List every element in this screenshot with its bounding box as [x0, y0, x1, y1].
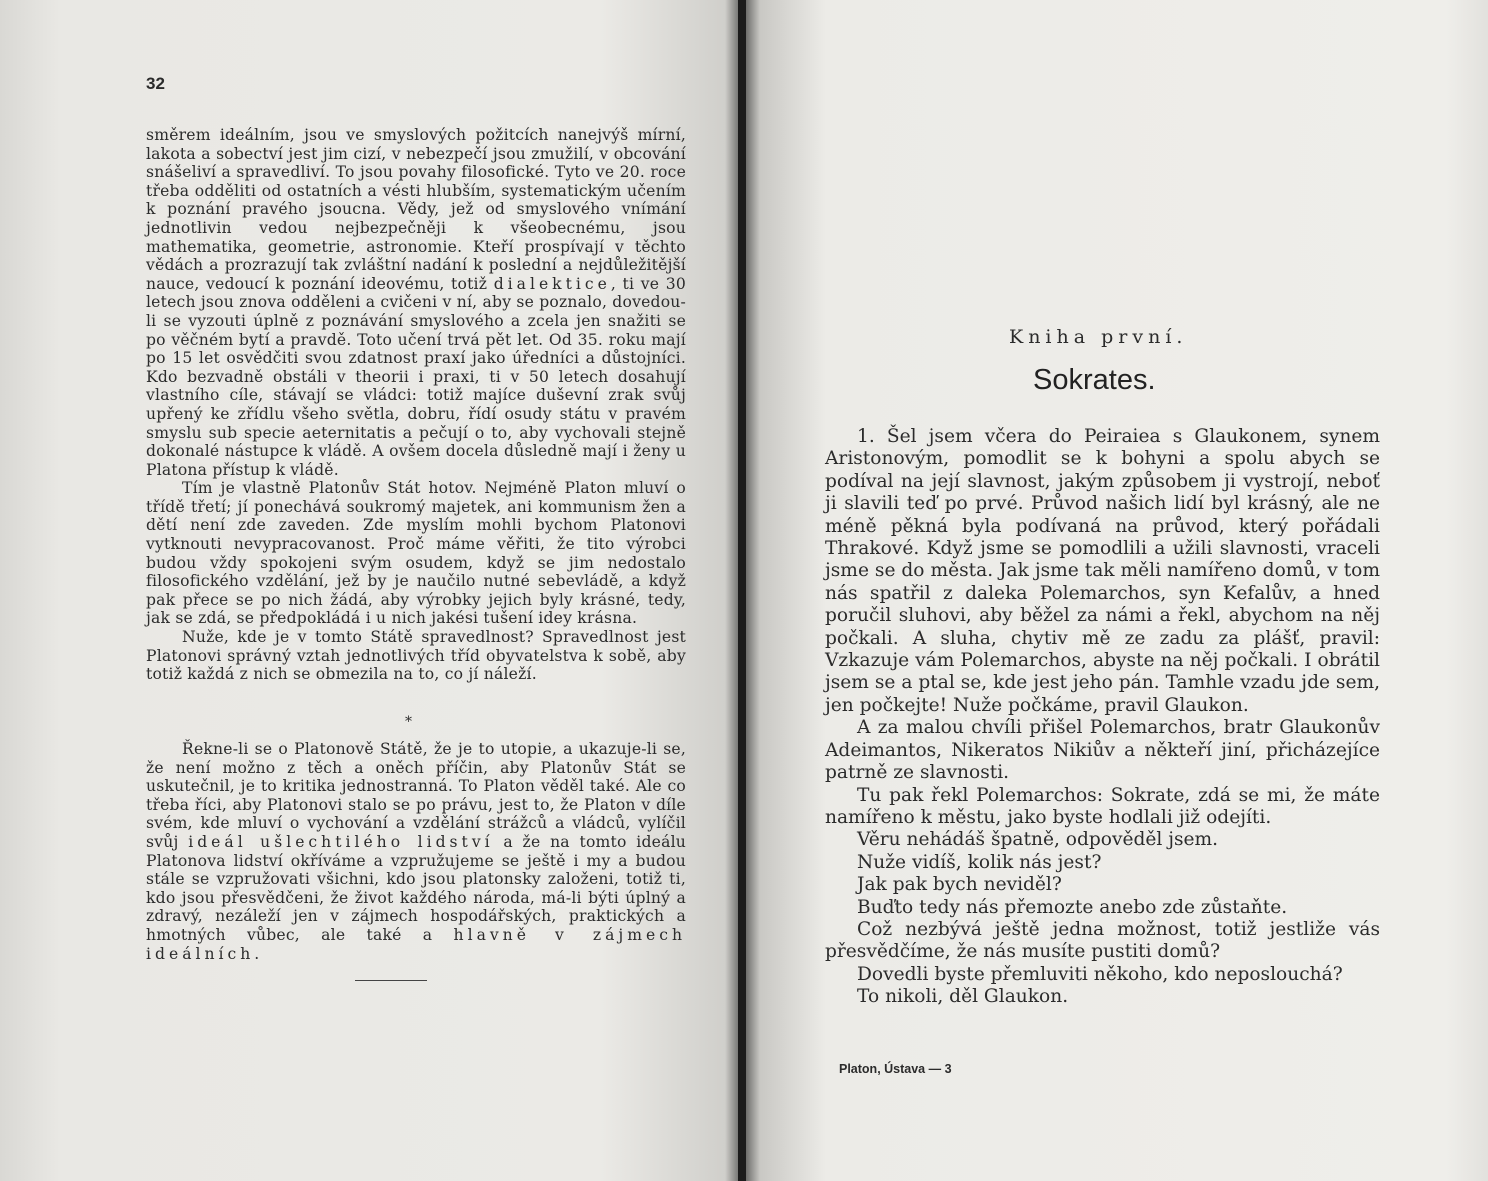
paragraph: Řekne-li se o Platonově Státě, že je to utopie, a ukazuje-li se, že není možno z těch a oněch příčin, aby Platonův Stát se uskutečnil, je to kritika jednostranná. To Platon věděl také. Ale co třeba říci, aby Platonovi stalo se po právu, jest to, že Platon v díle svém, kde mluví o vychování a vzdělání strážců a vládců, vylíčil svůj ideál ušlechtilého lidství a že na tomto ideálu Platonova lidství okříváme a vzpružujeme se ještě i my a budou stále se vzpružovati všichni, kdo jsou platonsky založeni, totiž ti, kdo jsou přesvědčeni, že život každého národa, má-li býti úplný a zdravý, nezáleží jen v zájmech hospodářských, praktických a hmotných vůbec, ale také a hlavně v zájmech ideálních.: [146, 740, 687, 963]
paragraph: směrem ideálním, jsou ve smyslových požitcích nanejvýš mírní, lakota a sobectví jest jim cizí, v nebezpečí jsou zmužilí, v obcování snášeliví a spravedliví. To jsou povahy filosofické. Tyto ve 20. roce třeba odděliti od ostatních a vésti hlubším, systematickým učením k poznání pravého jsoucna. Vědy, jež od smyslového vnímání jednotlivin vedou nejbezpečněji k všeobecnému, jsou mathematika, geometrie, astronomie. Kteří prospívají v těchto vědách a prozrazují tak zvláštní nadání k poslední a nejdůležitější nauce, vedoucí k poznání ideovému, totiž dialektice, ti ve 30 letech jsou znova odděleni a cvičeni v ní, aby se poznalo, dovedou-li se vyzouti úplně z poznávání smyslového a zcela jen snažiti se po věčném bytí a pravdě. Toto učení trvá pět let. Od 35. roku mají po 15 let osvědčiti svou zdatnost praxí jako úředníci a důstojníci. Kdo bezvadně obstáli v theorii i praxi, ti v 50 letech dosahují vlastního cíle, stávají se vládci: totiž majíce duševní zrak svůj upřený ke zřídlu všeho světla, dobru, řídí osudy státu v pravém smyslu sub specie aeternitatis a pečují o to, aby vychovali stejně dokonalé nástupce k vládě. A ovšem docela důsledně mají i ženy u Platona přístup k vládě.: [146, 126, 686, 479]
paragraph: Tu pak řekl Polemarchos: Sokrate, zdá se mi, že máte namířeno k městu, jako byste hodlali již odejíti.: [825, 784, 1380, 828]
book-label: Kniha první.: [1009, 326, 1188, 348]
paragraph: Tím je vlastně Platonův Stát hotov. Nejméně Platon mluví o třídě třetí; jí ponechává soukromý majetek, ani kommunism žen a dětí není zde zaveden. Zde myslím mohli bychom Platonovi vytknouti nevypracovanost. Proč máme věřiti, že tito výrobci budou vždy spokojeni svým osudem, když se jim nedostalo filosofického vzdělání, jež by je naučilo nutné sebevládě, a když pak přece se po nich žádá, aby výrobky jejich byly krásné, tedy, jak se zdá, se předpokládá i u nich jakési tušení idey krásna.: [146, 479, 686, 628]
paragraph: Nuže, kde je v tomto Státě spravedlnost? Spravedlnost jest Platonovi správný vztah jednotlivých tříd obyvatelstva k sobě, aby totiž každá z nich se obmezila na to, co jí náleží.: [146, 628, 686, 684]
left-text-block-2: [146, 740, 686, 963]
paragraph: To nikoli, děl Glaukon.: [857, 986, 1069, 1008]
paragraph: Dovedli byste přemluviti někoho, kdo neposlouchá?: [857, 963, 1343, 985]
left-page: [0, 0, 738, 1181]
spaced-term: hlavně v zájmech ideálních: [146, 925, 686, 963]
paragraph: 1. Šel jsem včera do Peiraiea s Glaukonem, synem Aristonovým, pomodlit se k bohyni a spolu abych se podíval na její slavnost, jakým způsobem ji vystrojí, neboť ji slavili teď po prvé. Průvod našich lidí byl krásný, ale ne méně pěkná byla podívaná na průvod, který pořádali Thrakové. Když jsme se pomodlili a užili slavnosti, vraceli jsme se do města. Jak jsme tak měli namířeno domů, v tom nás spatřil z daleka Polemarchos, syn Kefalův, a hned poručil sluhovi, aby běžel za námi a řekl, abychom na něj počkali. A sluha, chytiv mě ze zadu za plášť, pravil: Vzkazuje vám Polemarchos, abyste na něj počkali. I obrátil jsem se a ptal se, kde jest jeho pán. Tamhle vzadu jde sem, jen počkejte! Nuže počkáme, pravil Glaukon.: [825, 426, 1380, 716]
chapter-title: Sokrates.: [1033, 364, 1156, 396]
paragraph: Věru nehádáš špatně, odpověděl jsem.: [857, 829, 1219, 851]
end-rule: [355, 980, 427, 981]
page-number: 32: [146, 74, 165, 93]
paragraph: Buďto tedy nás přemozte anebo zde zůstaňte.: [857, 896, 1288, 918]
spaced-term: ideál ušlechtilého lidství: [188, 832, 494, 851]
page-footer: Platon, Ústava — 3: [839, 1062, 952, 1076]
paragraph: A za malou chvíli přišel Polemarchos, bratr Glaukonův Adeimantos, Nikeratos Nikiův a někteří jiní, přicházejíce patrně ze slavnosti.: [825, 717, 1380, 784]
section-asterisk: *: [405, 714, 412, 730]
paragraph: Nuže vidíš, kolik nás jest?: [857, 851, 1102, 873]
right-page: [746, 0, 1488, 1181]
book-gutter: [738, 0, 746, 1181]
left-text-block: [146, 126, 686, 684]
paragraph: Jak pak bych neviděl?: [857, 874, 1062, 896]
paragraph: Což nezbývá ještě jedna možnost, totiž jestliže vás přesvědčíme, že nás musíte pustiti domů?: [825, 918, 1380, 963]
spaced-term: dialektice: [493, 274, 611, 293]
right-text-block: [825, 426, 1380, 1009]
